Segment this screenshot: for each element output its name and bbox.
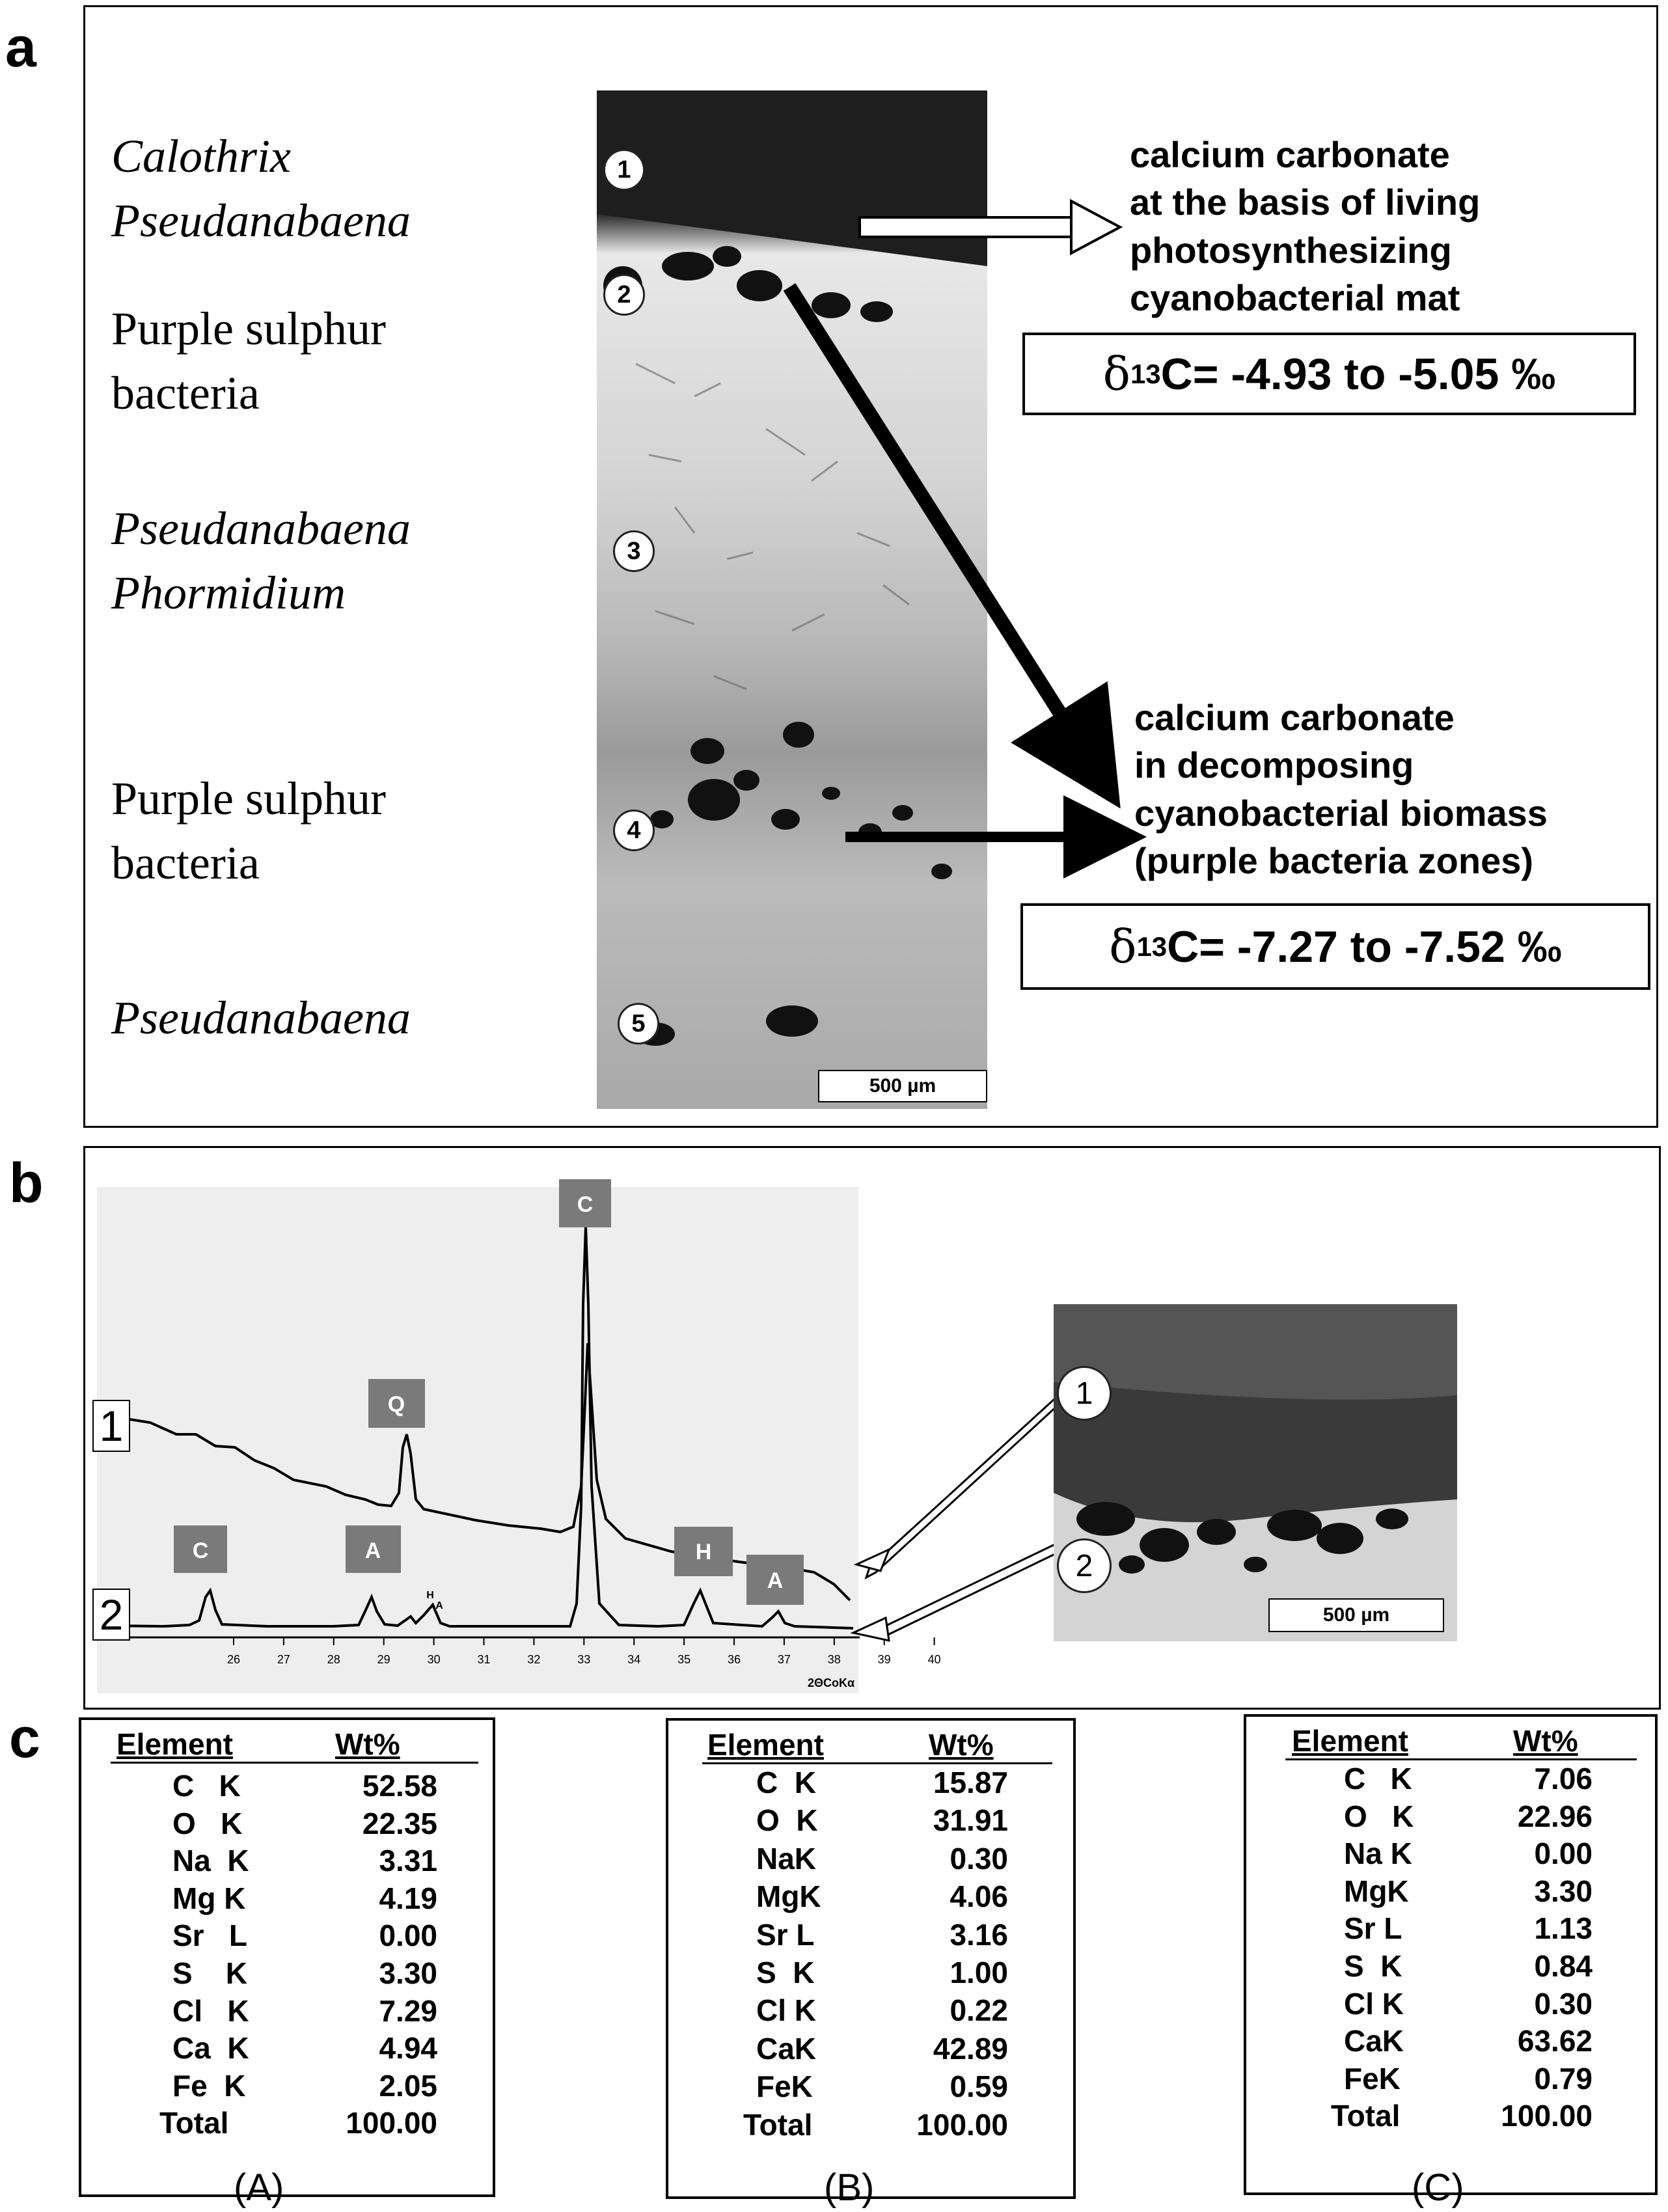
table-cell-value: 0.79: [1534, 2061, 1593, 2096]
table-cell-value: 0.30: [1534, 1986, 1593, 2021]
table-cell-element: CaK: [756, 2031, 817, 2066]
table-header-wt: Wt%: [929, 1728, 994, 1762]
species-line: bacteria: [111, 367, 260, 420]
delta-symbol: δ: [1109, 920, 1137, 974]
table-cell-element: S K: [1344, 1949, 1402, 1983]
x-tick-label: 31: [477, 1653, 491, 1666]
table-cell-element: O K: [756, 1803, 818, 1838]
x-tick-label: 37: [777, 1653, 791, 1666]
table-header-rule: [702, 1762, 1052, 1764]
table-caption-c: (C): [1412, 2166, 1464, 2209]
x-tick-label: 36: [727, 1653, 741, 1666]
table-cell-element: Total: [743, 2107, 813, 2142]
delta-value-top: C= -4.93 to -5.05 ‰: [1160, 349, 1556, 399]
table-header-wt: Wt%: [335, 1727, 400, 1761]
element-table-c: [1244, 1714, 1658, 2195]
species-line: Pseudanabaena: [111, 195, 411, 247]
x-tick-label: 30: [427, 1653, 441, 1666]
table-cell-value: 0.30: [950, 1841, 1008, 1876]
table-header-element: Element: [1292, 1724, 1408, 1758]
table-cell-value: 42.89: [933, 2031, 1008, 2066]
table-cell-element: C K: [756, 1766, 816, 1799]
peak-label-text: C: [192, 1538, 209, 1563]
delta-box-bottom: [1020, 903, 1650, 990]
table-cell-element: Cl K: [172, 1993, 249, 2028]
x-tick-label: 27: [277, 1653, 290, 1666]
table-cell-element: S K: [172, 1956, 248, 1990]
inset-leader-arrows: [853, 1399, 1060, 1641]
x-tick-label: 28: [327, 1653, 340, 1666]
table-cell-value: 52.58: [362, 1769, 437, 1803]
table-cell-element: MgK: [756, 1879, 821, 1914]
layer-marker-1: 1: [603, 149, 645, 191]
curve-label-text: 2: [99, 1591, 124, 1639]
element-table-a: [79, 1717, 495, 2197]
table-cell-value: 3.31: [379, 1844, 437, 1878]
table-cell-value: 7.29: [379, 1993, 437, 2028]
table-cell-value: 4.19: [379, 1881, 437, 1915]
delta-symbol: δ: [1102, 347, 1130, 401]
table-cell-value: 0.59: [950, 2069, 1008, 2104]
layer-marker-3: 3: [613, 530, 655, 572]
table-cell-value: 0.84: [1534, 1949, 1593, 1983]
table-cell-element: C K: [1344, 1762, 1412, 1796]
table-cell-element: Cl K: [1344, 1986, 1404, 2021]
peak-label-h: [674, 1527, 733, 1576]
species-line: Purple sulphur: [111, 772, 386, 825]
species-line: Purple sulphur: [111, 303, 386, 355]
table-cell-value: 63.62: [1517, 2024, 1593, 2058]
peak-label-text: A: [767, 1568, 784, 1593]
chart-background: [97, 1187, 858, 1693]
x-tick-label: 38: [827, 1653, 841, 1666]
x-tick-label: 29: [377, 1653, 390, 1666]
species-line: Calothrix: [111, 130, 292, 182]
note-bottom-line: (purple bacteria zones): [1134, 840, 1534, 882]
table-cell-element: Mg K: [172, 1881, 246, 1915]
table-cell-element: Sr L: [172, 1918, 248, 1953]
x-tick-label: 32: [527, 1653, 541, 1666]
inset-marker-1: 1: [1057, 1366, 1112, 1421]
peak-label-text: A: [364, 1538, 381, 1563]
note-top-line: cyanobacterial mat: [1130, 277, 1460, 319]
table-cell-value: 0.00: [379, 1918, 437, 1953]
note-bottom: [1134, 694, 1548, 884]
table-cell-value: 2.05: [379, 2068, 437, 2103]
table-cell-value: 4.94: [379, 2031, 437, 2066]
table-header-wt: Wt%: [1513, 1724, 1578, 1758]
table-cell-element: Na K: [172, 1844, 249, 1878]
peak-label-text: H: [695, 1540, 712, 1564]
layer-marker-4: 4: [613, 810, 655, 851]
table-cell-element: Sr L: [1344, 1911, 1402, 1946]
x-tick-label: 34: [627, 1653, 641, 1666]
table-cell-value: 31.91: [933, 1803, 1008, 1838]
table-caption-b: (B): [824, 2166, 875, 2209]
inset-marker-2: 2: [1057, 1538, 1112, 1593]
note-top-line: photosynthesizing: [1130, 229, 1452, 271]
table-cell-element: Cl K: [756, 1993, 816, 2028]
peak-label-text: Q: [387, 1392, 405, 1417]
inset-micrograph-texture: [1054, 1304, 1457, 1641]
table-cell-value: 7.06: [1534, 1762, 1593, 1796]
delta-superscript: 13: [1136, 931, 1168, 962]
delta-box-top: [1022, 333, 1636, 415]
peak-label-c-curve2: [174, 1525, 227, 1573]
note-bottom-line: calcium carbonate: [1134, 697, 1455, 738]
table-cell-value: 3.30: [1534, 1874, 1593, 1908]
inset-micrograph: [1054, 1304, 1457, 1641]
element-table-b: [666, 1718, 1076, 2199]
table-cell-value: 100.00: [346, 2106, 437, 2140]
table-cell-element: Total: [1331, 2099, 1401, 2133]
table-cell-value: 1.13: [1534, 1911, 1593, 1946]
curve-label-1: [93, 1400, 130, 1451]
table-cell-value: 3.30: [379, 1956, 437, 1990]
table-cell-element: Sr L: [756, 1917, 815, 1952]
panel-b-frame: [83, 1146, 1661, 1710]
peak-label-a-1: [346, 1525, 401, 1573]
table-cell-value: 100.00: [916, 2107, 1008, 2142]
table-cell-element: FeK: [1344, 2061, 1401, 2096]
table-cell-value: 1.00: [950, 1956, 1008, 1989]
table-cell-element: Fe K: [172, 2068, 246, 2103]
table-cell-value: 4.06: [950, 1879, 1008, 1914]
note-top-line: at the basis of living: [1130, 182, 1481, 223]
curve-label-text: 1: [99, 1402, 124, 1450]
x-tick-label: 26: [226, 1653, 241, 1666]
table-header-element: Element: [707, 1728, 824, 1762]
delta-superscript: 13: [1130, 358, 1161, 389]
table-cell-value: 15.87: [933, 1766, 1008, 1799]
inset-scale-bar: 500 µm: [1268, 1598, 1444, 1632]
table-cell-element: Ca K: [172, 2031, 249, 2066]
note-top-line: calcium carbonate: [1130, 134, 1450, 175]
table-cell-value: 22.35: [362, 1806, 437, 1840]
table-cell-element: O K: [172, 1806, 243, 1840]
panel-label-b: b: [9, 1152, 44, 1214]
species-line: Pseudanabaena: [111, 502, 411, 554]
peak-label-c-curve1: [559, 1179, 611, 1227]
x-tick-label: 35: [677, 1653, 691, 1666]
curve-label-2: [93, 1589, 130, 1640]
table-cell-value: 0.22: [950, 1993, 1008, 2028]
species-line: Pseudanabaena: [111, 992, 411, 1044]
open-arrow-top: [860, 201, 1120, 253]
note-bottom-line: cyanobacterial biomass: [1134, 792, 1548, 834]
table-cell-element: C K: [172, 1769, 241, 1803]
table-cell-value: 100.00: [1501, 2099, 1593, 2133]
scale-bar: 500 µm: [818, 1070, 987, 1102]
panel-a-frame: [83, 5, 1658, 1128]
table-cell-value: 3.16: [950, 1917, 1008, 1952]
layer-marker-5: 5: [618, 1003, 659, 1045]
x-tick-label: 40: [927, 1653, 941, 1666]
table-cell-element: Total: [159, 2106, 229, 2140]
table-cell-element: MgK: [1344, 1874, 1409, 1908]
table-cell-value: 0.00: [1534, 1837, 1593, 1871]
note-top: [1130, 131, 1480, 321]
peak-label-a-small: A: [435, 1600, 443, 1611]
table-cell-value: 22.96: [1517, 1799, 1593, 1833]
x-tick-label: 39: [877, 1653, 891, 1666]
table-cell-element: Na K: [1344, 1837, 1412, 1871]
x-tick-label: 33: [577, 1653, 591, 1666]
note-bottom-line: in decomposing: [1134, 744, 1414, 786]
delta-value-bottom: C= -7.27 to -7.52 ‰: [1167, 922, 1562, 972]
layer-marker-2: 2: [603, 274, 645, 316]
table-header-rule: [111, 1762, 478, 1764]
table-caption-a: (A): [234, 2166, 284, 2209]
peak-label-text: C: [577, 1192, 594, 1217]
table-header-element: Element: [116, 1727, 233, 1761]
table-cell-element: O K: [1344, 1799, 1414, 1833]
table-cell-element: FeK: [756, 2069, 813, 2104]
table-cell-element: CaK: [1344, 2024, 1404, 2058]
table-cell-element: NaK: [756, 1841, 817, 1876]
panel-label-c: c: [9, 1707, 40, 1769]
table-header-rule: [1285, 1758, 1637, 1760]
peak-label-a-2: [746, 1555, 804, 1605]
peak-label-q: [368, 1379, 425, 1428]
table-cell-element: S K: [756, 1956, 815, 1989]
peak-label-h-small: H: [426, 1590, 434, 1601]
panel-label-a: a: [5, 16, 36, 79]
species-line: bacteria: [111, 837, 260, 890]
x-axis-label: 2ΘCoKα: [808, 1676, 855, 1689]
species-line: Phormidium: [111, 567, 346, 620]
